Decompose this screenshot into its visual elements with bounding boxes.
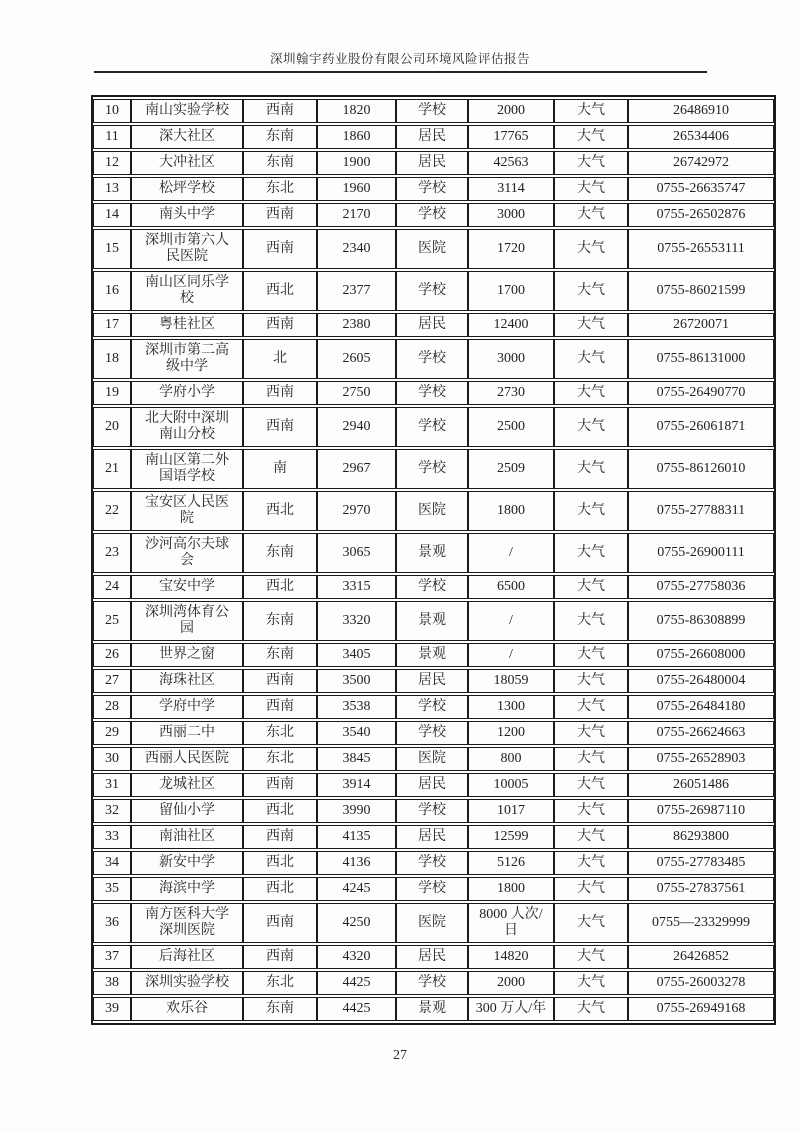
table-cell-type: 居民 <box>396 313 468 337</box>
table-cell-direction: 东北 <box>243 971 317 995</box>
table-cell-direction: 西南 <box>243 407 317 447</box>
table-cell-phone: 0755-86126010 <box>628 449 774 489</box>
table-cell-direction: 西南 <box>243 773 317 797</box>
table-row <box>93 533 774 573</box>
table-cell-direction: 西南 <box>243 695 317 719</box>
table-cell-direction: 西南 <box>243 945 317 969</box>
table-cell-name: 欢乐谷 <box>131 997 243 1021</box>
table-cell-name: 新安中学 <box>131 851 243 875</box>
table-cell-type: 居民 <box>396 945 468 969</box>
table-cell-env_factor: 大气 <box>554 575 628 599</box>
table-cell-phone: 0755-27837561 <box>628 877 774 901</box>
table-cell-env_factor: 大气 <box>554 825 628 849</box>
table-cell-distance: 3540 <box>317 721 396 745</box>
table-cell-env_factor: 大气 <box>554 271 628 311</box>
table-cell-scale: 2730 <box>468 381 554 405</box>
table-cell-distance: 4320 <box>317 945 396 969</box>
table-cell-env_factor: 大气 <box>554 721 628 745</box>
table-cell-scale: 300 万人/年 <box>468 997 554 1021</box>
table-cell-scale: 1200 <box>468 721 554 745</box>
table-cell-type: 学校 <box>396 177 468 201</box>
protection-targets-table <box>91 95 776 1025</box>
table-cell-env_factor: 大气 <box>554 643 628 667</box>
table-cell-distance: 2940 <box>317 407 396 447</box>
table-cell-name: 南方医科大学深圳医院 <box>131 903 243 943</box>
table-cell-scale: 3114 <box>468 177 554 201</box>
table-cell-no: 18 <box>93 339 131 379</box>
table-cell-type: 学校 <box>396 851 468 875</box>
table-cell-direction: 西北 <box>243 271 317 311</box>
table-cell-type: 景观 <box>396 601 468 641</box>
table-cell-scale: 5126 <box>468 851 554 875</box>
table-cell-phone: 26051486 <box>628 773 774 797</box>
table-cell-scale: / <box>468 601 554 641</box>
table-cell-type: 学校 <box>396 575 468 599</box>
table-cell-name: 学府小学 <box>131 381 243 405</box>
document-header-title: 深圳翰宇药业股份有限公司环境风险评估报告 <box>269 52 530 66</box>
table-cell-env_factor: 大气 <box>554 533 628 573</box>
table-cell-env_factor: 大气 <box>554 997 628 1021</box>
table-row <box>93 271 774 311</box>
table-cell-type: 居民 <box>396 151 468 175</box>
table-cell-direction: 西南 <box>243 203 317 227</box>
table-cell-direction: 东南 <box>243 997 317 1021</box>
table-cell-distance: 3315 <box>317 575 396 599</box>
table-cell-direction: 西南 <box>243 99 317 123</box>
table-cell-no: 24 <box>93 575 131 599</box>
table-cell-phone: 0755—23329999 <box>628 903 774 943</box>
table-cell-phone: 0755-86021599 <box>628 271 774 311</box>
table-cell-type: 学校 <box>396 203 468 227</box>
table-cell-direction: 西南 <box>243 825 317 849</box>
table-cell-no: 17 <box>93 313 131 337</box>
table-cell-no: 21 <box>93 449 131 489</box>
header-rule <box>94 71 707 73</box>
table-cell-phone: 0755-26061871 <box>628 407 774 447</box>
table-cell-phone: 0755-26608000 <box>628 643 774 667</box>
table-cell-phone: 0755-27788311 <box>628 491 774 531</box>
table-cell-env_factor: 大气 <box>554 669 628 693</box>
table-cell-distance: 4136 <box>317 851 396 875</box>
table-row <box>93 125 774 149</box>
table-cell-name: 松坪学校 <box>131 177 243 201</box>
table-cell-no: 30 <box>93 747 131 771</box>
table-cell-direction: 东北 <box>243 177 317 201</box>
page-number: 27 <box>393 1048 407 1063</box>
table-cell-type: 学校 <box>396 877 468 901</box>
table-row <box>93 997 774 1021</box>
table-cell-scale: / <box>468 643 554 667</box>
table-cell-phone: 0755-26635747 <box>628 177 774 201</box>
table-cell-scale: 6500 <box>468 575 554 599</box>
table-cell-name: 南头中学 <box>131 203 243 227</box>
table-cell-type: 学校 <box>396 99 468 123</box>
table-cell-env_factor: 大气 <box>554 203 628 227</box>
table-body <box>93 99 774 1021</box>
table-cell-distance: 3405 <box>317 643 396 667</box>
table-cell-name: 深圳市第二高级中学 <box>131 339 243 379</box>
table-cell-phone: 0755-26003278 <box>628 971 774 995</box>
table-cell-type: 医院 <box>396 747 468 771</box>
table-cell-type: 学校 <box>396 971 468 995</box>
table-cell-phone: 0755-26502876 <box>628 203 774 227</box>
table-cell-distance: 3914 <box>317 773 396 797</box>
table-cell-scale: 1300 <box>468 695 554 719</box>
table-cell-name: 留仙小学 <box>131 799 243 823</box>
table-cell-scale: 1700 <box>468 271 554 311</box>
table-cell-type: 居民 <box>396 773 468 797</box>
table-row <box>93 747 774 771</box>
table-cell-phone: 0755-26987110 <box>628 799 774 823</box>
table-cell-env_factor: 大气 <box>554 313 628 337</box>
table-cell-no: 19 <box>93 381 131 405</box>
table-cell-phone: 0755-26949168 <box>628 997 774 1021</box>
table-cell-phone: 26534406 <box>628 125 774 149</box>
table-cell-name: 深圳实验学校 <box>131 971 243 995</box>
table-cell-env_factor: 大气 <box>554 877 628 901</box>
table-cell-direction: 西南 <box>243 313 317 337</box>
table-cell-env_factor: 大气 <box>554 747 628 771</box>
table-cell-name: 南油社区 <box>131 825 243 849</box>
table-cell-env_factor: 大气 <box>554 177 628 201</box>
table-cell-no: 38 <box>93 971 131 995</box>
table-cell-direction: 东南 <box>243 601 317 641</box>
table-cell-name: 深大社区 <box>131 125 243 149</box>
table-cell-distance: 2967 <box>317 449 396 489</box>
table-cell-no: 36 <box>93 903 131 943</box>
table-cell-no: 29 <box>93 721 131 745</box>
table-cell-distance: 3320 <box>317 601 396 641</box>
table-cell-distance: 3845 <box>317 747 396 771</box>
table-cell-phone: 0755-26528903 <box>628 747 774 771</box>
table-cell-distance: 2970 <box>317 491 396 531</box>
table-cell-phone: 0755-26480004 <box>628 669 774 693</box>
table-cell-distance: 4425 <box>317 997 396 1021</box>
table-cell-direction: 西北 <box>243 851 317 875</box>
table-cell-direction: 西南 <box>243 229 317 269</box>
table-cell-no: 39 <box>93 997 131 1021</box>
table-cell-direction: 东北 <box>243 721 317 745</box>
table-cell-distance: 1820 <box>317 99 396 123</box>
table-cell-type: 居民 <box>396 669 468 693</box>
table-cell-direction: 西北 <box>243 799 317 823</box>
table-row <box>93 491 774 531</box>
table-row <box>93 971 774 995</box>
table-row <box>93 177 774 201</box>
table-cell-distance: 4135 <box>317 825 396 849</box>
table-row <box>93 575 774 599</box>
table-cell-name: 西丽二中 <box>131 721 243 745</box>
table-cell-name: 南山区第二外国语学校 <box>131 449 243 489</box>
table-cell-phone: 0755-26490770 <box>628 381 774 405</box>
table-cell-type: 景观 <box>396 997 468 1021</box>
table-row <box>93 773 774 797</box>
table-cell-name: 宝安区人民医院 <box>131 491 243 531</box>
table-cell-type: 学校 <box>396 381 468 405</box>
table-cell-name: 海珠社区 <box>131 669 243 693</box>
table-cell-scale: / <box>468 533 554 573</box>
table-row <box>93 945 774 969</box>
table-row <box>93 601 774 641</box>
table-cell-scale: 14820 <box>468 945 554 969</box>
table-cell-distance: 4250 <box>317 903 396 943</box>
table-cell-no: 16 <box>93 271 131 311</box>
table-cell-distance: 3065 <box>317 533 396 573</box>
table-cell-no: 25 <box>93 601 131 641</box>
table-cell-no: 27 <box>93 669 131 693</box>
table-cell-distance: 3538 <box>317 695 396 719</box>
table-cell-direction: 南 <box>243 449 317 489</box>
table-cell-env_factor: 大气 <box>554 773 628 797</box>
table-cell-distance: 1900 <box>317 151 396 175</box>
table-row <box>93 381 774 405</box>
table-row <box>93 151 774 175</box>
table-cell-name: 南山区同乐学校 <box>131 271 243 311</box>
table-row <box>93 877 774 901</box>
table-cell-direction: 西北 <box>243 877 317 901</box>
table-cell-scale: 12599 <box>468 825 554 849</box>
table-cell-type: 学校 <box>396 407 468 447</box>
table-cell-phone: 0755-86131000 <box>628 339 774 379</box>
table-cell-scale: 17765 <box>468 125 554 149</box>
table-cell-name: 宝安中学 <box>131 575 243 599</box>
table-cell-type: 医院 <box>396 903 468 943</box>
table-cell-name: 大冲社区 <box>131 151 243 175</box>
table-cell-name: 学府中学 <box>131 695 243 719</box>
table-cell-phone: 26426852 <box>628 945 774 969</box>
table-cell-scale: 1720 <box>468 229 554 269</box>
table-cell-type: 学校 <box>396 449 468 489</box>
table-cell-no: 26 <box>93 643 131 667</box>
table-cell-direction: 西北 <box>243 491 317 531</box>
table-cell-scale: 12400 <box>468 313 554 337</box>
table-cell-distance: 3990 <box>317 799 396 823</box>
table-cell-no: 23 <box>93 533 131 573</box>
table-cell-phone: 0755-26484180 <box>628 695 774 719</box>
table-cell-env_factor: 大气 <box>554 125 628 149</box>
table-cell-phone: 26720071 <box>628 313 774 337</box>
table-cell-distance: 2380 <box>317 313 396 337</box>
table-cell-env_factor: 大气 <box>554 971 628 995</box>
table-cell-type: 景观 <box>396 643 468 667</box>
table-row <box>93 449 774 489</box>
table-cell-direction: 东南 <box>243 151 317 175</box>
table-cell-direction: 西北 <box>243 575 317 599</box>
table-cell-name: 海滨中学 <box>131 877 243 901</box>
table-cell-direction: 东南 <box>243 533 317 573</box>
table-cell-distance: 2340 <box>317 229 396 269</box>
table-cell-scale: 2000 <box>468 971 554 995</box>
table-cell-name: 南山实验学校 <box>131 99 243 123</box>
table-cell-phone: 26486910 <box>628 99 774 123</box>
table-cell-no: 32 <box>93 799 131 823</box>
table-row <box>93 229 774 269</box>
table-row <box>93 825 774 849</box>
table-cell-env_factor: 大气 <box>554 695 628 719</box>
table-cell-name: 世界之窗 <box>131 643 243 667</box>
table-cell-scale: 10005 <box>468 773 554 797</box>
table-row <box>93 721 774 745</box>
table-cell-type: 学校 <box>396 799 468 823</box>
table-cell-distance: 2377 <box>317 271 396 311</box>
table-cell-no: 14 <box>93 203 131 227</box>
table-cell-type: 学校 <box>396 695 468 719</box>
table-cell-type: 居民 <box>396 125 468 149</box>
table-cell-type: 学校 <box>396 339 468 379</box>
table-cell-scale: 2509 <box>468 449 554 489</box>
table-cell-env_factor: 大气 <box>554 601 628 641</box>
table-cell-env_factor: 大气 <box>554 799 628 823</box>
table-cell-name: 沙河高尔夫球会 <box>131 533 243 573</box>
table-cell-env_factor: 大气 <box>554 945 628 969</box>
table-cell-scale: 1800 <box>468 877 554 901</box>
table-cell-direction: 东南 <box>243 643 317 667</box>
table-row <box>93 99 774 123</box>
table-cell-phone: 86293800 <box>628 825 774 849</box>
table-cell-env_factor: 大气 <box>554 851 628 875</box>
table-cell-direction: 西南 <box>243 669 317 693</box>
table-cell-env_factor: 大气 <box>554 381 628 405</box>
table-cell-env_factor: 大气 <box>554 407 628 447</box>
table-cell-no: 37 <box>93 945 131 969</box>
table-cell-scale: 2000 <box>468 99 554 123</box>
table-row <box>93 669 774 693</box>
table-cell-no: 15 <box>93 229 131 269</box>
table-cell-no: 13 <box>93 177 131 201</box>
table-row <box>93 903 774 943</box>
table-cell-env_factor: 大气 <box>554 151 628 175</box>
table-cell-env_factor: 大气 <box>554 449 628 489</box>
table-cell-distance: 1860 <box>317 125 396 149</box>
table-cell-phone: 0755-26553111 <box>628 229 774 269</box>
table-cell-direction: 西南 <box>243 381 317 405</box>
table-cell-type: 景观 <box>396 533 468 573</box>
table-cell-name: 粤桂社区 <box>131 313 243 337</box>
table-cell-name: 北大附中深圳南山分校 <box>131 407 243 447</box>
table-cell-env_factor: 大气 <box>554 229 628 269</box>
table-row <box>93 695 774 719</box>
table-cell-env_factor: 大气 <box>554 99 628 123</box>
table-cell-type: 学校 <box>396 271 468 311</box>
table-cell-scale: 1800 <box>468 491 554 531</box>
table-cell-name: 深圳市第六人民医院 <box>131 229 243 269</box>
table-row <box>93 407 774 447</box>
table-cell-phone: 26742972 <box>628 151 774 175</box>
table-cell-phone: 0755-86308899 <box>628 601 774 641</box>
table-cell-scale: 18059 <box>468 669 554 693</box>
table-cell-phone: 0755-26900111 <box>628 533 774 573</box>
table-cell-no: 10 <box>93 99 131 123</box>
table-cell-phone: 0755-27783485 <box>628 851 774 875</box>
table-cell-no: 33 <box>93 825 131 849</box>
table-cell-scale: 42563 <box>468 151 554 175</box>
table-cell-type: 医院 <box>396 229 468 269</box>
table-cell-direction: 西南 <box>243 903 317 943</box>
table-cell-phone: 0755-26624663 <box>628 721 774 745</box>
table-cell-scale: 800 <box>468 747 554 771</box>
table-cell-env_factor: 大气 <box>554 903 628 943</box>
table-cell-distance: 4245 <box>317 877 396 901</box>
table-cell-env_factor: 大气 <box>554 339 628 379</box>
table-cell-phone: 0755-27758036 <box>628 575 774 599</box>
table-cell-no: 20 <box>93 407 131 447</box>
table-cell-no: 35 <box>93 877 131 901</box>
table-row <box>93 643 774 667</box>
table-cell-no: 31 <box>93 773 131 797</box>
table-cell-scale: 3000 <box>468 203 554 227</box>
table-row <box>93 203 774 227</box>
table-row <box>93 799 774 823</box>
table-cell-no: 12 <box>93 151 131 175</box>
table-cell-distance: 1960 <box>317 177 396 201</box>
table-cell-scale: 1017 <box>468 799 554 823</box>
table-cell-name: 西丽人民医院 <box>131 747 243 771</box>
table-cell-direction: 北 <box>243 339 317 379</box>
table-cell-no: 34 <box>93 851 131 875</box>
table-cell-direction: 东北 <box>243 747 317 771</box>
table-row <box>93 851 774 875</box>
table-cell-distance: 2170 <box>317 203 396 227</box>
table-cell-scale: 2500 <box>468 407 554 447</box>
table-cell-distance: 2750 <box>317 381 396 405</box>
table-cell-no: 28 <box>93 695 131 719</box>
table-cell-direction: 东南 <box>243 125 317 149</box>
table-cell-scale: 8000 人次/日 <box>468 903 554 943</box>
table-row <box>93 313 774 337</box>
table-cell-distance: 2605 <box>317 339 396 379</box>
table-cell-distance: 3500 <box>317 669 396 693</box>
table-cell-scale: 3000 <box>468 339 554 379</box>
table-cell-distance: 4425 <box>317 971 396 995</box>
table-cell-no: 22 <box>93 491 131 531</box>
table-cell-type: 居民 <box>396 825 468 849</box>
table-cell-type: 学校 <box>396 721 468 745</box>
table-cell-name: 后海社区 <box>131 945 243 969</box>
table-cell-no: 11 <box>93 125 131 149</box>
table-cell-name: 龙城社区 <box>131 773 243 797</box>
table-cell-name: 深圳湾体育公园 <box>131 601 243 641</box>
table-cell-env_factor: 大气 <box>554 491 628 531</box>
table-cell-type: 医院 <box>396 491 468 531</box>
table-row <box>93 339 774 379</box>
